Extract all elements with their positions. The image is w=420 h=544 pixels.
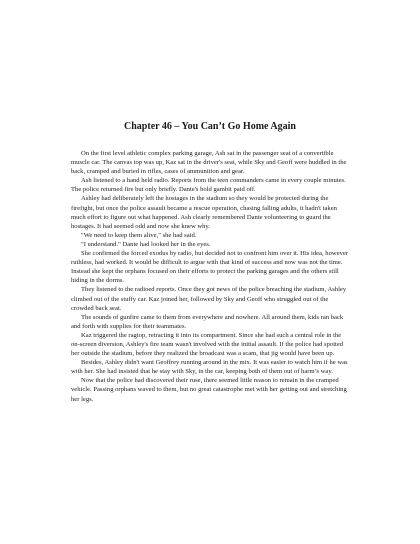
chapter-title: Chapter 46 – You Can’t Go Home Again [124,121,296,132]
paragraph: Now that the police had discovered their ruse, there seemed little reason to remain in the cramped vehicle. Passing orphans waved to them, but no great catastrophe met with her getting out and stretching her legs. [71,377,347,403]
paragraph: Besides, Ashley didn't want Geoffrey running around in the mix. It was easier to watch him if he was with her. She had insisted that he stay with Sky, in the car, keeping both of them out of harm’s way. [71,359,348,376]
paragraph: The sounds of gunfire came to them from everywhere and nowhere. All around them, kids ran back and forth with supplies for their teammates. [71,313,344,330]
paragraph: She confirmed the forced exodus by radio, but decided not to confront him over it. His idea, however ruthless, had worked. It would be difficult to argue with that kind of success and now was not the time. Instead she kept the orphans focused on their efforts to protect the parking garages and the others still hiding in the dorms. [71,250,348,285]
paragraph: On the first level athletic complex parking garage, Ash sat in the passenger seat of a convertible muscle car. The canvas top was up, Kaz sat in the driver's seat, while Sky and Geoff were huddled in the back, cramped and buried in rifles, cases of ammunition and gear. [71,150,347,176]
paragraph: Ashley had deliberately left the hostages in the stadium so they would be protected during the firefight, but once the police assault became a rescue operation, chasing falling adults, it hadn't taken much effort to figure out what happened. Ash clearly remembered Dante volunteering to guard the hostages. It had seemed odd and now she knew why. [71,195,337,230]
paragraph: Kaz triggered the ragtop, retracting it into its compartment. Since she had such a central role in the on-screen diversion, Ashley's fire team wasn't involved with the initial assault. If the police had spotted her outside the stadium, before they realized the broadcast was a scam, that jig would have been up. [71,331,344,358]
paragraph: "We need to keep them alive," she had said. [81,231,197,239]
paragraph: Ash listened to a hand held radio. Reports from the teen commanders came in every couple minutes. The police returned fire but only briefly. Dante's bold gambit paid off. [71,177,346,194]
paragraph: They listened to the radioed reports. Once they got news of the police breaching the stadium, Ashley climbed out of the stuffy car. Kaz joined her, followed by Sky and Geoff who struggled out of the crowded back seat. [71,286,347,312]
chapter-body [71,149,351,404]
paragraph: "I understand." Dante had looked her in the eyes. [81,240,211,248]
